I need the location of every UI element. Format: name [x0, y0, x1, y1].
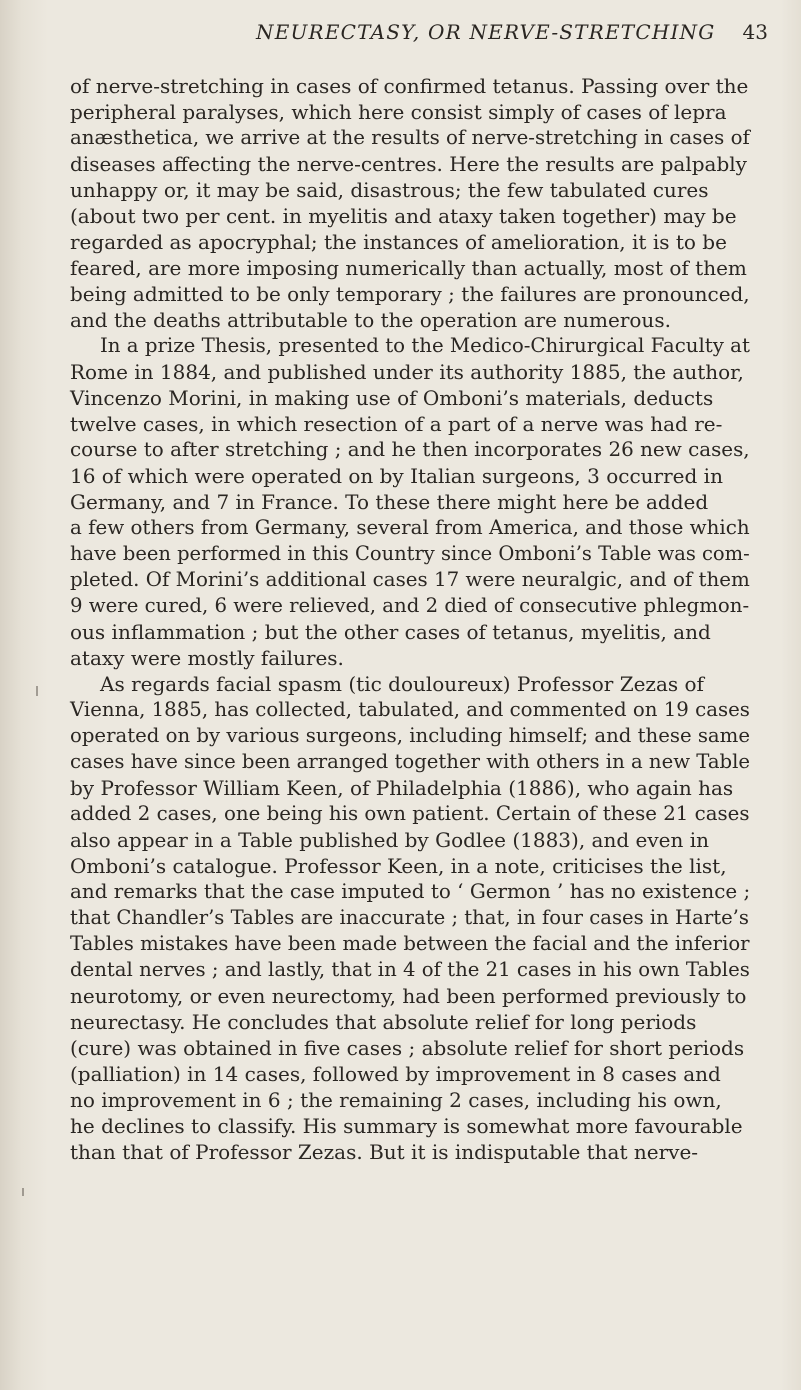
text-line: twelve cases, in which resection of a part of a nerve was had re- — [70, 412, 723, 436]
text-line: anæsthetica, we arrive at the results of nerve-stretching in cases of — [70, 126, 750, 149]
text-line: cases have since been arranged together with others in a new Table — [70, 750, 751, 773]
text-line: diseases affecting the nerve-centres. Here the results are palpably — [70, 152, 747, 176]
text-line: 9 were cured, 6 were relieved, and 2 died of consecutive phlegmon- — [70, 594, 750, 617]
text-line: Tables mistakes have been made between the facial and the inferior — [70, 932, 750, 955]
text-line: unhappy or, it may be said, disastrous; the few tabulated cures — [70, 178, 709, 202]
text-line: Vienna, 1885, has collected, tabulated, and commented on 19 cases — [70, 698, 750, 721]
text-line: dental nerves ; and lastly, that in 4 of the 21 cases in his own Tables — [70, 958, 750, 981]
text-line: Vincenzo Morini, in making use of Omboni’s materials, deducts — [70, 386, 714, 410]
text-line: (palliation) in 14 cases, followed by improvement in 8 cases and — [70, 1062, 721, 1086]
text-line: that Chandler’s Tables are inaccurate ; that, in four cases in Harte’s — [70, 906, 749, 929]
text-line: In a prize Thesis, presented to the Medico-Chirurgical Faculty at — [100, 334, 750, 357]
text-line: feared, are more imposing numerically than actually, most of them — [70, 256, 747, 280]
text-line: by Professor William Keen, of Philadelphia (1886), who again has — [70, 776, 734, 800]
text-line: a few others from Germany, several from America, and those which — [70, 516, 750, 539]
text-line: pleted. Of Morini’s additional cases 17 were neuralgic, and of them — [70, 568, 750, 591]
text-line: As regards facial spasm (tic douloureux) Professor Zezas of — [100, 672, 704, 696]
text-line: being admitted to be only temporary ; the failures are pronounced, — [70, 282, 750, 306]
text-line: have been performed in this Country since Omboni’s Table was com- — [70, 542, 750, 565]
text-line: 16 of which were operated on by Italian surgeons, 3 occurred in — [70, 464, 723, 488]
text-line: (about two per cent. in myelitis and ataxy taken together) may be — [70, 204, 737, 228]
text-line: course to after stretching ; and he then incorporates 26 new cases, — [70, 438, 750, 461]
text-line: Germany, and 7 in France. To these there might here be added — [70, 490, 709, 514]
text-line: Omboni’s catalogue. Professor Keen, in a note, criticises the list, — [70, 854, 727, 878]
text-line: regarded as apocryphal; the instances of amelioration, it is to be — [70, 230, 727, 254]
text-line: peripheral paralyses, which here consist simply of cases of lepra — [70, 100, 727, 124]
text-line: ous inflammation ; but the other cases of tetanus, myelitis, and — [70, 620, 711, 644]
running-title: NEURECTASY, OR NERVE-STRETCHING — [256, 20, 716, 44]
text-line: neurotomy, or even neurectomy, had been performed previously to — [70, 984, 747, 1008]
text-line: he declines to classify. His summary is somewhat more favourable — [70, 1114, 743, 1138]
body-text — [70, 73, 750, 1165]
text-line: no improvement in 6 ; the remaining 2 cases, including his own, — [70, 1088, 722, 1112]
text-line: added 2 cases, one being his own patient. Certain of these 21 cases — [70, 802, 750, 825]
text-line: also appear in a Table published by Godlee (1883), and even in — [70, 828, 710, 852]
margin-speck — [36, 686, 38, 696]
margin-speck — [22, 1188, 24, 1196]
page-header — [256, 20, 776, 60]
text-line: and the deaths attributable to the operation are numerous. — [70, 308, 671, 332]
text-line: Rome in 1884, and published under its authority 1885, the author, — [70, 360, 744, 384]
text-line: operated on by various surgeons, including himself; and these same — [70, 724, 750, 747]
text-line: neurectasy. He concludes that absolute relief for long periods — [70, 1010, 697, 1034]
page-number: 43 — [742, 20, 768, 44]
text-line: (cure) was obtained in five cases ; absolute relief for short periods — [70, 1036, 745, 1060]
text-line: and remarks that the case imputed to ‘ Germon ’ has no existence ; — [70, 880, 751, 903]
text-line: of nerve-stretching in cases of confirmed tetanus. Passing over the — [70, 74, 749, 98]
text-line: ataxy were mostly failures. — [70, 646, 344, 670]
text-line: than that of Professor Zezas. But it is indisputable that nerve- — [70, 1140, 699, 1164]
